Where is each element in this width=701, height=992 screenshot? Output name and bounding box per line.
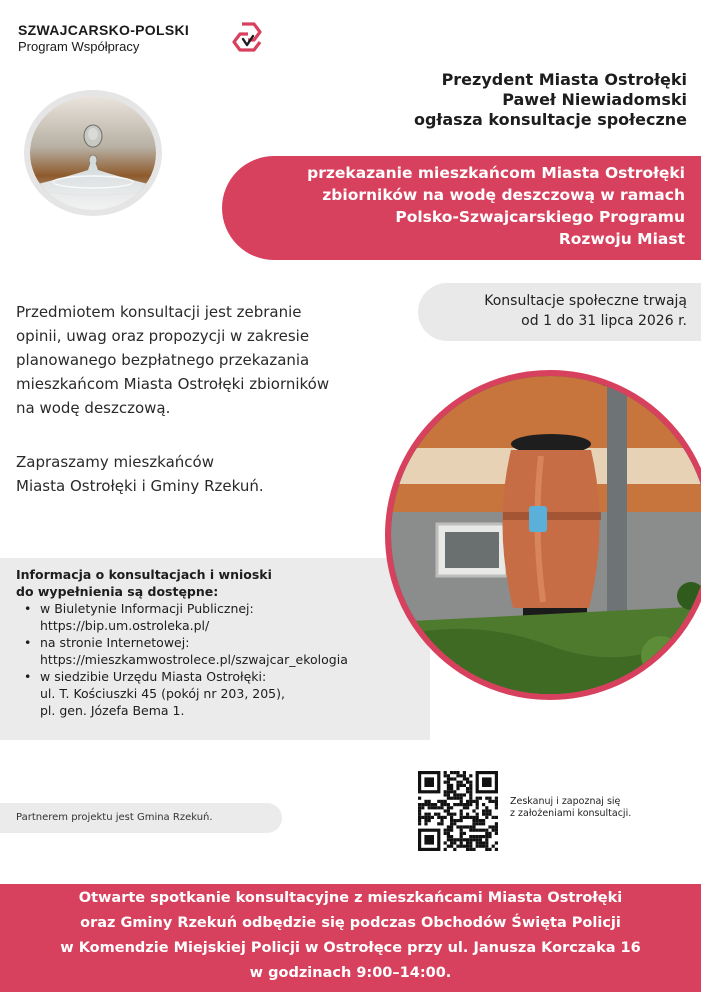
logo-title: SZWAJCARSKO-POLSKI bbox=[18, 22, 190, 38]
list-item bbox=[16, 634, 446, 668]
footer-line-4: w godzinach 9:00–14:00. bbox=[249, 965, 452, 981]
info-list bbox=[16, 600, 446, 719]
footer-line-1: Otwarte spotkanie konsultacyjne z mieszkańcami Miasta Ostrołęki bbox=[78, 890, 623, 906]
banner-line-3: Polsko-Szwajcarskiego Programu bbox=[395, 208, 685, 226]
meeting-footer-banner bbox=[0, 884, 701, 992]
info-item-3-label: • w siedzibie Urzędu Miasta Ostrołęki: bbox=[40, 669, 267, 684]
invite-line-1: Zapraszamy mieszkańców bbox=[16, 453, 214, 471]
footer-line-2: oraz Gminy Rzekuń odbędzie się podczas Obchodów Święta Policji bbox=[80, 915, 621, 931]
intro-line-4: mieszkańcom Miasta Ostrołęki zbiorników bbox=[16, 375, 330, 393]
invite-line-2: Miasta Ostrołęki i Gminy Rzekuń. bbox=[16, 477, 264, 495]
subject-banner bbox=[222, 156, 701, 260]
intro-paragraph bbox=[16, 300, 416, 420]
info-item-1-label: • w Biuletynie Informacji Publicznej: bbox=[40, 601, 254, 616]
website-link[interactable]: https://mieszkamwostrolece.pl/szwajcar_ekologia bbox=[40, 652, 348, 667]
partner-note: Partnerem projektu jest Gmina Rzekuń. bbox=[0, 803, 282, 833]
qr-code-icon[interactable] bbox=[418, 771, 498, 851]
logo-subtitle: Program Współpracy bbox=[18, 39, 140, 54]
banner-line-2: zbiorników na wodę deszczową w ramach bbox=[322, 186, 685, 204]
bip-link[interactable]: https://bip.um.ostroleka.pl/ bbox=[40, 618, 210, 633]
swiss-polish-logo-icon bbox=[228, 20, 268, 56]
intro-line-3: planowanego bezpłatnego przekazania bbox=[16, 351, 310, 369]
info-heading-2: do wypełnienia są dostępne: bbox=[16, 584, 219, 599]
info-section bbox=[16, 566, 446, 719]
banner-line-4: Rozwoju Miast bbox=[558, 230, 685, 248]
invitation-text bbox=[16, 450, 376, 498]
office-address: ul. T. Kościuszki 45 (pokój nr 203, 205), bbox=[40, 686, 285, 701]
banner-line-1: przekazanie mieszkańcom Miasta Ostrołęki bbox=[307, 164, 685, 182]
mayor-line-3: ogłasza konsultacje społeczne bbox=[413, 110, 687, 129]
qr-caption-line-2: z założeniami konsultacji. bbox=[510, 808, 632, 819]
info-heading-1: Informacja o konsultacjach i wnioski bbox=[16, 567, 272, 582]
list-item bbox=[16, 600, 446, 634]
water-drop-icon bbox=[30, 96, 156, 210]
intro-line-1: Przedmiotem konsultacji jest zebranie bbox=[16, 303, 302, 321]
mayor-line-2: Paweł Niewiadomski bbox=[502, 90, 687, 109]
footer-line-3: w Komendzie Miejskiej Policji w Ostrołęce przy ul. Janusza Korczaka 16 bbox=[60, 940, 641, 956]
intro-line-5: na wodę deszczową. bbox=[16, 399, 171, 417]
list-item bbox=[16, 668, 446, 719]
water-drop-image bbox=[24, 90, 162, 216]
program-logo bbox=[18, 22, 189, 54]
intro-line-2: opinii, uwag oraz propozycji w zakresie bbox=[16, 327, 310, 345]
consultation-dates bbox=[418, 283, 701, 341]
qr-caption bbox=[510, 796, 664, 820]
info-item-2-label: • na stronie Internetowej: bbox=[40, 635, 190, 650]
dates-line-2: od 1 do 31 lipca 2026 r. bbox=[521, 313, 687, 329]
mayor-line-1: Prezydent Miasta Ostrołęki bbox=[441, 70, 687, 89]
office-address-2: pl. gen. Józefa Bema 1. bbox=[40, 703, 185, 718]
qr-caption-line-1: Zeskanuj i zapoznaj się bbox=[510, 796, 621, 807]
mayor-announcement bbox=[414, 70, 687, 130]
dates-line-1: Konsultacje społeczne trwają bbox=[484, 293, 687, 309]
